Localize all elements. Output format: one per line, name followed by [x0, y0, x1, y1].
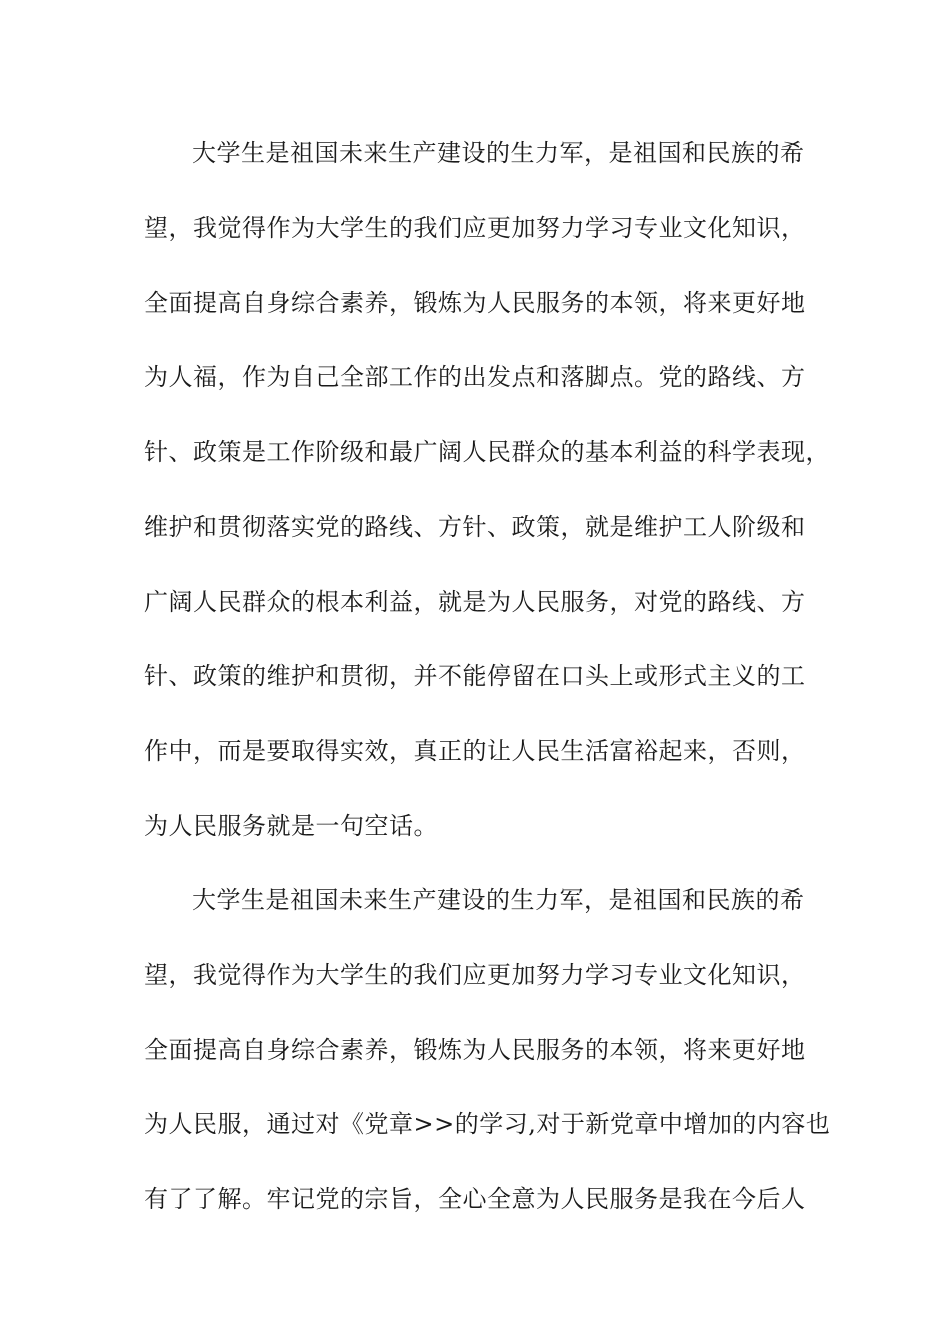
text-line: 维护和贯彻落实党的路线、方针、政策，就是维护工人阶级和: [144, 513, 806, 541]
text-line: 为人民服，通过对《党章>>的学习,对于新党章中增加的内容也: [144, 1110, 831, 1138]
text-line: 全面提高自身综合素养，锻炼为人民服务的本领，将来更好地: [144, 289, 806, 317]
text-line: 作中，而是要取得实效，真正的让人民生活富裕起来，否则，: [144, 737, 806, 765]
text-line: 针、政策是工作阶级和最广阔人民群众的基本利益的科学表现，: [144, 438, 830, 466]
text-line: 有了了解。牢记党的宗旨，全心全意为人民服务是我在今后人: [144, 1185, 806, 1213]
text-line: 望，我觉得作为大学生的我们应更加努力学习专业文化知识，: [144, 961, 806, 989]
text-line: 针、政策的维护和贯彻，并不能停留在口头上或形式主义的工: [144, 662, 806, 690]
text-line: 为人福，作为自己全部工作的出发点和落脚点。党的路线、方: [144, 363, 806, 391]
text-line: 为人民服务就是一句空话。: [144, 812, 438, 840]
text-line: 大学生是祖国未来生产建设的生力军，是祖国和民族的希: [192, 886, 805, 914]
text-line: 全面提高自身综合素养，锻炼为人民服务的本领，将来更好地: [144, 1036, 806, 1064]
text-line: 广阔人民群众的根本利益，就是为人民服务，对党的路线、方: [144, 588, 806, 616]
text-line: 大学生是祖国未来生产建设的生力军，是祖国和民族的希: [192, 139, 805, 167]
text-line: 望，我觉得作为大学生的我们应更加努力学习专业文化知识，: [144, 214, 806, 242]
